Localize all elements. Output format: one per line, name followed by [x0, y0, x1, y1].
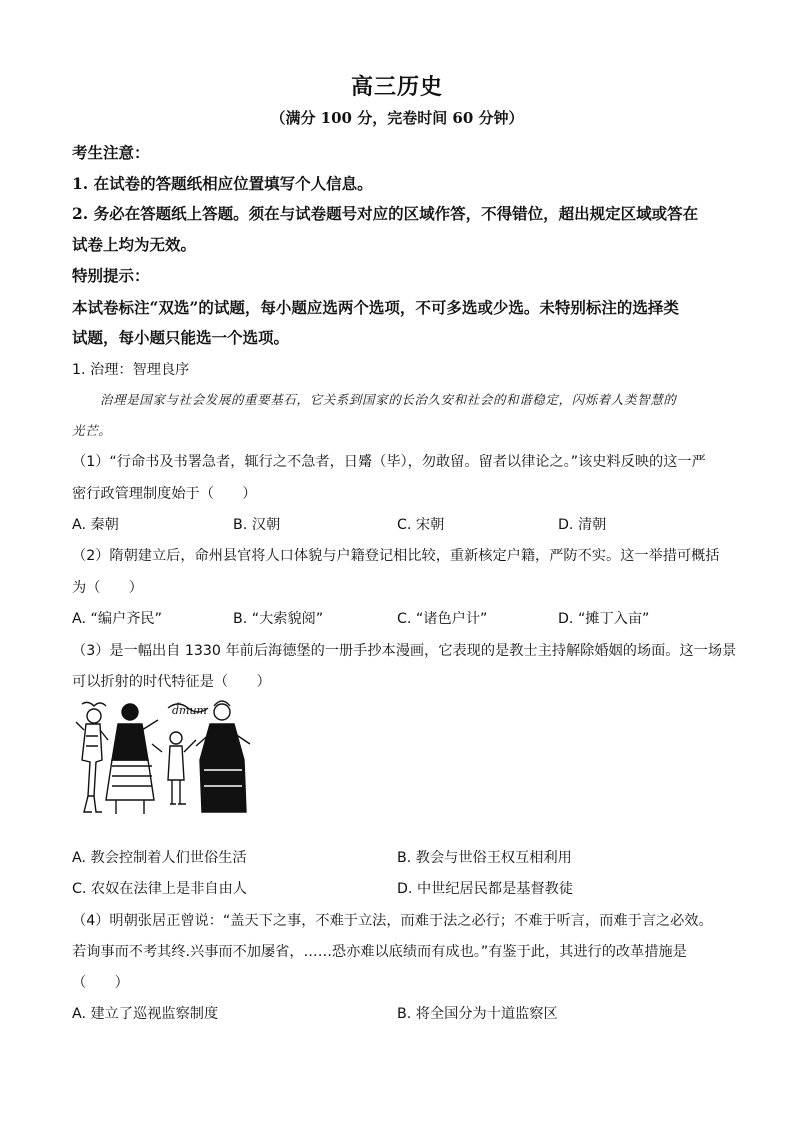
option-b[interactable]: B. 教会与世俗王权互相利用	[397, 850, 572, 866]
option-a[interactable]: A. 建立了巡视监察制度	[72, 1006, 219, 1022]
subquestion-3-line-1: （3）是一幅出自 1330 年前后海德堡的一册手抄本漫画，它表现的是教士主持解除婚姻的场面。这一场景	[72, 643, 737, 659]
subquestion-2-line-1: （2）隋朝建立后，命州县官将人口体貌与户籍登记相比较，重新核定户籍，严防不实。这一举措可概括	[72, 548, 720, 564]
subquestion-2-line-2: 为（ ）	[72, 580, 143, 596]
option-d[interactable]: D. 中世纪居民都是基督教徒	[397, 881, 574, 897]
question-1-intro-line-2: 光芒。	[72, 423, 112, 438]
notice-heading: 考生注意：	[72, 143, 150, 162]
notice-item-2-line-2: 试卷上均为无效。	[72, 235, 197, 254]
option-d[interactable]: D. “摊丁入亩”	[558, 611, 650, 627]
option-c[interactable]: C. 农奴在法律上是非自由人	[72, 881, 247, 897]
notice-item-1: 1. 在试卷的答题纸相应位置填写个人信息。	[72, 174, 373, 193]
manuscript-illustration	[72, 700, 258, 828]
subquestion-1-line-1: （1）“行命书及书署急者，辄行之不急者，日觱（毕），勿敢留。留者以律论之。”该史料反映的这一严	[72, 454, 706, 470]
option-b[interactable]: B. “大索貌阅”	[233, 611, 324, 627]
subquestion-4-line-3: （ ）	[72, 975, 129, 991]
question-1-title: 1. 治理：智理良序	[72, 362, 190, 378]
option-a[interactable]: A. 秦朝	[72, 517, 119, 533]
subquestion-4-line-1: （4）明朝张居正曾说：“盖天下之事，不难于立法，而难于法之必行；不难于听言，而难于言之必效。	[72, 913, 713, 929]
notice-item-2-line-1: 2. 务必在答题纸上答题。须在与试卷题号对应的区域作答，不得错位，超出规定区域或答在	[72, 204, 699, 223]
option-b[interactable]: B. 将全国分为十道监察区	[397, 1006, 558, 1022]
option-d[interactable]: D. 清朝	[558, 517, 607, 533]
option-b[interactable]: B. 汉朝	[233, 517, 281, 533]
subquestion-3-line-2: 可以折射的时代特征是（ ）	[72, 674, 271, 690]
option-c[interactable]: C. “诸色户计”	[397, 611, 488, 627]
option-c[interactable]: C. 宋朝	[397, 517, 445, 533]
special-line-1: 本试卷标注“双选”的试题，每小题应选两个选项，不可多选或少选。未特别标注的选择类	[72, 298, 679, 317]
page-title: 高三历史	[350, 74, 443, 100]
option-a[interactable]: A. “编户齐民”	[72, 611, 162, 627]
special-heading: 特别提示：	[72, 266, 150, 285]
question-1-intro-line-1: 治理是国家与社会发展的重要基石，它关系到国家的长治久安和社会的和谐稳定，闪烁着人类智慧的	[100, 392, 677, 407]
special-line-2: 试题，每小题只能选一个选项。	[72, 328, 290, 347]
subquestion-4-line-2: 若询事而不考其终.兴事而不加屡省，……恐亦难以底绩而有成也。”有鉴于此，其进行的改革措施是	[72, 944, 687, 960]
scroll-inscription: d̃mum	[172, 704, 207, 717]
exam-info: （满分 100 分，完卷时间 60 分钟）	[270, 109, 524, 127]
option-a[interactable]: A. 教会控制着人们世俗生活	[72, 850, 247, 866]
subquestion-1-line-2: 密行政管理制度始于（ ）	[72, 486, 257, 502]
